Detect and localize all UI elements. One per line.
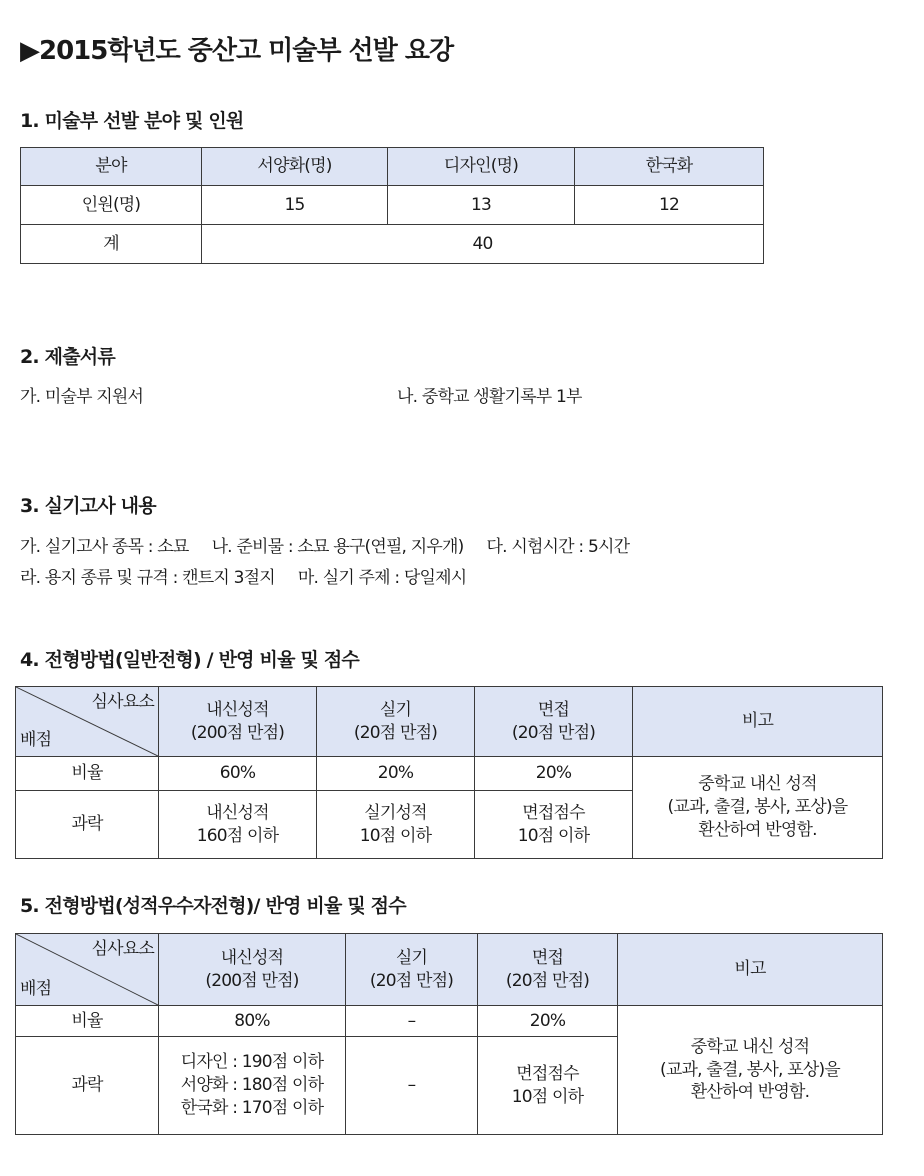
fail-interview: 면접점수 10점 이하	[478, 1037, 618, 1135]
note-cell: 중학교 내신 성적 (교과, 출결, 봉사, 포상)을 환산하여 반영함.	[618, 1006, 883, 1135]
total-label: 계	[21, 225, 202, 264]
section2-heading: 2. 제출서류	[20, 346, 115, 368]
ratio-label: 비율	[16, 1006, 159, 1037]
header-grades: 내신성적 (200점 만점)	[159, 934, 346, 1006]
fail-label: 과락	[16, 1037, 159, 1135]
note-cell: 중학교 내신 성적 (교과, 출결, 봉사, 포상)을 환산하여 반영함.	[633, 757, 883, 859]
count-label: 인원(명)	[21, 186, 202, 225]
recruit-table	[20, 147, 764, 264]
header-interview: 면접 (20점 만점)	[475, 687, 633, 757]
exam-line-2: 라. 용지 종류 및 규격 : 캔트지 3절지 마. 실기 주제 : 당일제시	[20, 568, 467, 588]
corner-criteria: 심사요소	[91, 692, 154, 712]
exam-line-1: 가. 실기고사 종목 : 소묘 나. 준비물 : 소묘 용구(연필, 지우개) 다. 시험시간 : 5시간	[20, 537, 630, 557]
fail-practical: 실기성적 10점 이하	[317, 791, 475, 859]
corner-criteria: 심사요소	[91, 939, 154, 959]
fail-grades: 내신성적 160점 이하	[159, 791, 317, 859]
total-value: 40	[202, 225, 764, 264]
corner-score: 배점	[20, 979, 52, 1000]
header-korean: 한국화	[575, 148, 764, 186]
count-western: 15	[202, 186, 388, 225]
ratio-practical: –	[346, 1006, 478, 1037]
ratio-grades: 60%	[159, 757, 317, 791]
fail-label: 과락	[16, 791, 159, 859]
header-practical: 실기 (20점 만점)	[317, 687, 475, 757]
count-korean: 12	[575, 186, 764, 225]
honors-admission-table	[15, 933, 883, 1135]
header-note: 비고	[633, 687, 883, 757]
header-practical: 실기 (20점 만점)	[346, 934, 478, 1006]
header-field: 분야	[21, 148, 202, 186]
header-grades: 내신성적 (200점 만점)	[159, 687, 317, 757]
section1-heading: 1. 미술부 선발 분야 및 인원	[20, 110, 244, 132]
header-western: 서양화(명)	[202, 148, 388, 186]
ratio-grades: 80%	[159, 1006, 346, 1037]
page-title: ▶2015학년도 중산고 미술부 선발 요강	[20, 36, 454, 66]
header-interview: 면접 (20점 만점)	[478, 934, 618, 1006]
header-design: 디자인(명)	[388, 148, 575, 186]
header-note: 비고	[618, 934, 883, 1006]
corner-cell	[16, 934, 159, 1006]
document-item-a: 가. 미술부 지원서	[20, 387, 144, 407]
general-admission-table	[15, 686, 883, 859]
section4-heading: 4. 전형방법(일반전형) / 반영 비율 및 점수	[20, 649, 359, 671]
fail-interview: 면접점수 10점 이하	[475, 791, 633, 859]
document-item-b: 나. 중학교 생활기록부 1부	[397, 387, 582, 407]
ratio-interview: 20%	[478, 1006, 618, 1037]
section3-heading: 3. 실기고사 내용	[20, 495, 156, 517]
ratio-label: 비율	[16, 757, 159, 791]
fail-grades: 디자인 : 190점 이하 서양화 : 180점 이하 한국화 : 170점 이하	[159, 1037, 346, 1135]
corner-cell	[16, 687, 159, 757]
count-design: 13	[388, 186, 575, 225]
ratio-interview: 20%	[475, 757, 633, 791]
fail-practical: –	[346, 1037, 478, 1135]
section5-heading: 5. 전형방법(성적우수자전형)/ 반영 비율 및 점수	[20, 895, 406, 917]
corner-score: 배점	[20, 730, 52, 751]
ratio-practical: 20%	[317, 757, 475, 791]
